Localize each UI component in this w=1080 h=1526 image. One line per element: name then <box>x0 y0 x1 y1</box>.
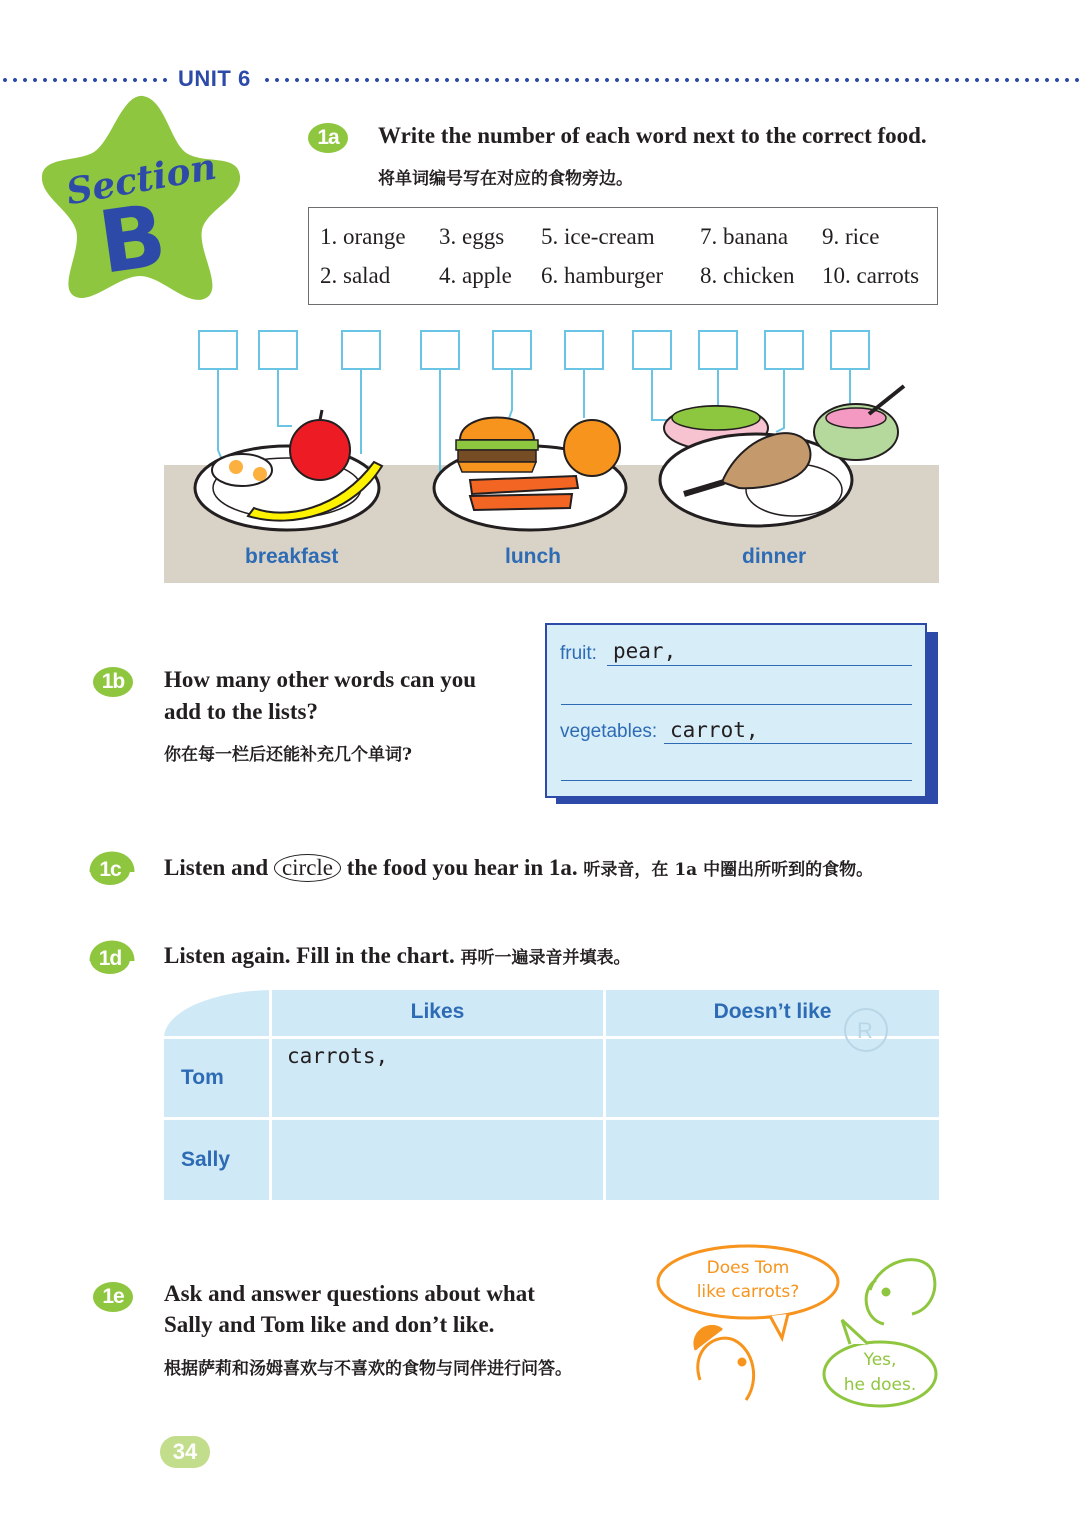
breakfast-plate <box>195 410 382 530</box>
fruit-line <box>607 665 912 666</box>
badge-1a: 1a <box>308 123 348 153</box>
word-item: 9. rice <box>822 224 880 249</box>
instruction-1d <box>164 943 630 969</box>
answer-box[interactable] <box>492 330 532 370</box>
girl-character <box>695 1326 754 1400</box>
answer-box[interactable] <box>258 330 298 370</box>
badge-1b: 1b <box>93 667 133 697</box>
word-item: 2. salad <box>320 263 391 288</box>
row-name-sally: Sally <box>181 1148 231 1171</box>
chart-divider <box>164 1036 939 1039</box>
instruction-1c-zh: 听录音，在 1a 中圈出所听到的食物。 <box>583 860 874 880</box>
vegetables-line-2 <box>561 780 912 781</box>
bubble-question-line2: like carrots? <box>696 1282 800 1302</box>
instruction-1e-zh: 根据萨莉和汤姆喜欢与不喜欢的食物与同伴进行问答。 <box>164 1359 572 1379</box>
chart-divider <box>164 1117 939 1120</box>
answer-box[interactable] <box>764 330 804 370</box>
question-1b-line1: How many other words can you <box>164 667 477 692</box>
section-b-star <box>38 92 243 304</box>
section-letter: B <box>92 185 172 294</box>
instruction-1a: Write the number of each word next to the correct food. <box>378 123 927 148</box>
answer-box[interactable] <box>632 330 672 370</box>
badge-1e: 1e <box>93 1282 133 1312</box>
answer-box[interactable] <box>830 330 870 370</box>
word-item: 8. chicken <box>700 263 795 288</box>
boy-character <box>866 1260 935 1324</box>
header-dots-right <box>262 78 1080 82</box>
instruction-1e-line2: Sally and Tom like and don’t like. <box>164 1312 495 1337</box>
instruction-1a-zh: 将单词编号写在对应的食物旁边。 <box>378 169 633 189</box>
fruit-line-2 <box>561 704 912 705</box>
word-item: 10. carrots <box>822 263 920 288</box>
word-item: 3. eggs <box>439 224 505 249</box>
section-word: Section <box>63 145 220 214</box>
page-number: 34 <box>160 1436 210 1468</box>
registered-watermark-icon <box>842 1006 890 1054</box>
header-dots-left <box>0 78 170 82</box>
instruction-1d-text: Listen again. Fill in the chart. <box>164 943 455 968</box>
circled-word: circle <box>274 854 341 882</box>
vegetables-label: vegetables: <box>560 721 658 742</box>
row-name-tom: Tom <box>181 1066 224 1089</box>
instruction-1c-after: the food you hear in 1a. <box>346 855 578 880</box>
tom-likes-cell[interactable]: carrots, <box>287 1044 389 1068</box>
badge-1c: 1c <box>90 855 130 885</box>
badge-1d: 1d <box>90 944 130 974</box>
header-doesnt-like: Doesn’t like <box>713 1000 832 1023</box>
bubble-answer-line1: Yes, <box>863 1350 897 1370</box>
question-1b-zh: 你在每一栏后还能补充几个单词? <box>164 745 412 765</box>
food-illustration <box>164 370 939 540</box>
question-1b-line2: add to the lists? <box>164 699 318 724</box>
dialogue-illustration <box>650 1240 940 1410</box>
bubble-question-line1: Does Tom <box>706 1258 790 1278</box>
answer-box[interactable] <box>420 330 460 370</box>
meal-label-lunch: lunch <box>505 545 561 568</box>
unit-label: UNIT 6 <box>178 66 251 91</box>
instruction-1d-zh: 再听一遍录音并填表。 <box>460 948 631 968</box>
word-item: 6. hamburger <box>541 263 664 288</box>
list-box <box>545 623 927 798</box>
vegetables-line <box>664 743 912 744</box>
fruit-value[interactable]: pear, <box>613 639 677 663</box>
instruction-1c <box>164 854 873 882</box>
header-likes: Likes <box>410 1000 465 1023</box>
likes-chart <box>164 990 939 1200</box>
answer-box[interactable] <box>198 330 238 370</box>
answer-box[interactable] <box>341 330 381 370</box>
word-box <box>308 207 938 305</box>
word-item: 1. orange <box>320 224 406 249</box>
instruction-1c-before: Listen and <box>164 855 269 880</box>
svg-text:R: R <box>857 1018 873 1043</box>
instruction-1e-line1: Ask and answer questions about what <box>164 1281 535 1306</box>
bubble-answer-line2: he does. <box>843 1375 917 1395</box>
word-item: 4. apple <box>439 263 512 288</box>
meal-label-dinner: dinner <box>742 545 807 568</box>
dinner-plate <box>660 386 904 526</box>
answer-box[interactable] <box>564 330 604 370</box>
answer-box[interactable] <box>698 330 738 370</box>
meal-label-breakfast: breakfast <box>245 545 339 568</box>
lunch-plate <box>434 418 626 531</box>
word-item: 5. ice-cream <box>541 224 655 249</box>
vegetables-value[interactable]: carrot, <box>670 718 759 742</box>
word-item: 7. banana <box>700 224 789 249</box>
fruit-label: fruit: <box>560 643 597 664</box>
